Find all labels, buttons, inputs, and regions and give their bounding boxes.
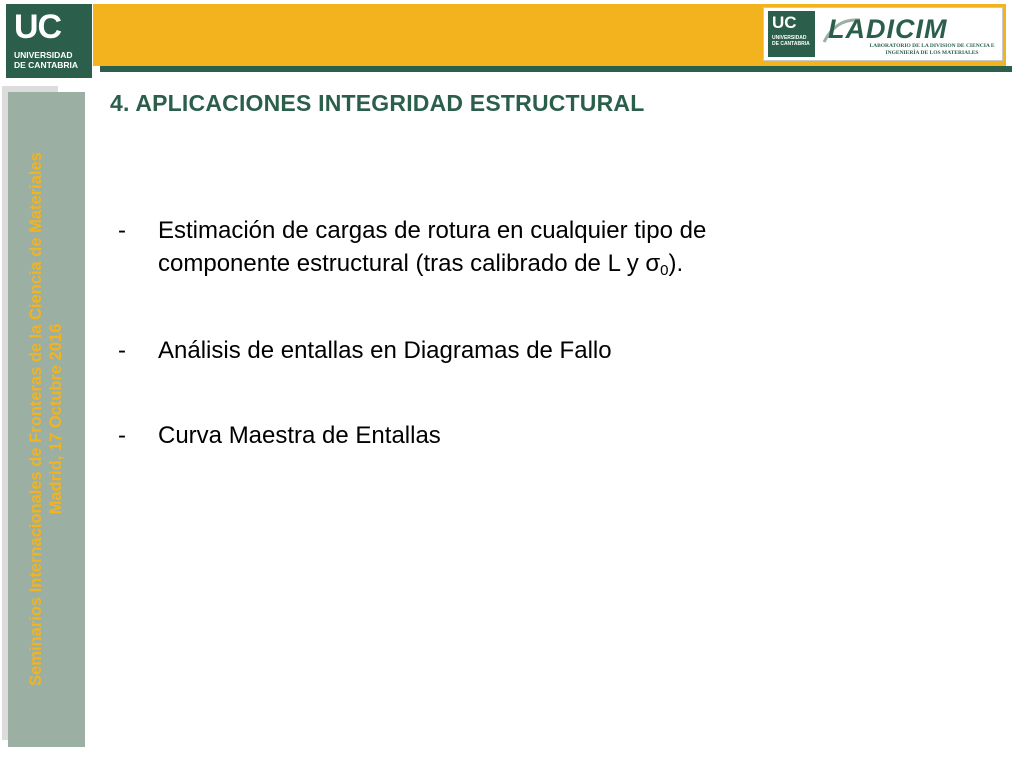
list-item xyxy=(118,419,838,452)
uc-logo-line2: DE CANTABRIA xyxy=(14,60,79,70)
sidebar-event-name: Seminarios Internacionales de Fronteras de la Ciencia de Materiales xyxy=(27,152,45,686)
uc-small-logo xyxy=(768,11,815,57)
university-logo xyxy=(6,4,92,78)
list-item xyxy=(118,334,838,367)
bullet-subscript: 0 xyxy=(660,262,669,279)
bullet-text-main: Estimación de cargas de rotura en cualquier tipo de componente estructural (tras calibrado de L y σ xyxy=(158,217,707,277)
bullet-marker: - xyxy=(118,337,126,364)
uc-logo-mark: UC xyxy=(14,8,62,46)
bullet-text-suffix: ). xyxy=(668,250,684,277)
list-item xyxy=(118,214,838,287)
bullet-text: Curva Maestra de Entallas xyxy=(158,422,441,449)
bullet-text xyxy=(158,214,838,287)
bullet-marker: - xyxy=(118,422,126,449)
sidebar-caption xyxy=(26,99,66,739)
uc-small-logo-line1: UNIVERSIDAD xyxy=(772,35,807,41)
uc-small-logo-line2: DE CANTABRIA xyxy=(772,41,810,47)
ladicim-subtitle: LABORATORIO DE LA DIVISION DE CIENCIA E INGENIERÍA DE LOS MATERIALES xyxy=(869,43,995,56)
uc-logo-line1: UNIVERSIDAD xyxy=(14,50,73,60)
bullet-text: Análisis de entallas en Diagramas de Fallo xyxy=(158,337,612,364)
bullet-marker: - xyxy=(118,217,126,244)
slide-title: 4. APLICACIONES INTEGRIDAD ESTRUCTURAL xyxy=(110,90,645,116)
header-divider xyxy=(100,66,1012,72)
ladicim-logo: LADICIM xyxy=(828,14,948,44)
sidebar-event-date: Madrid, 17 Octubre 2016 xyxy=(47,323,65,515)
uc-small-logo-mark: UC xyxy=(772,13,797,32)
partner-logos xyxy=(763,7,1003,61)
